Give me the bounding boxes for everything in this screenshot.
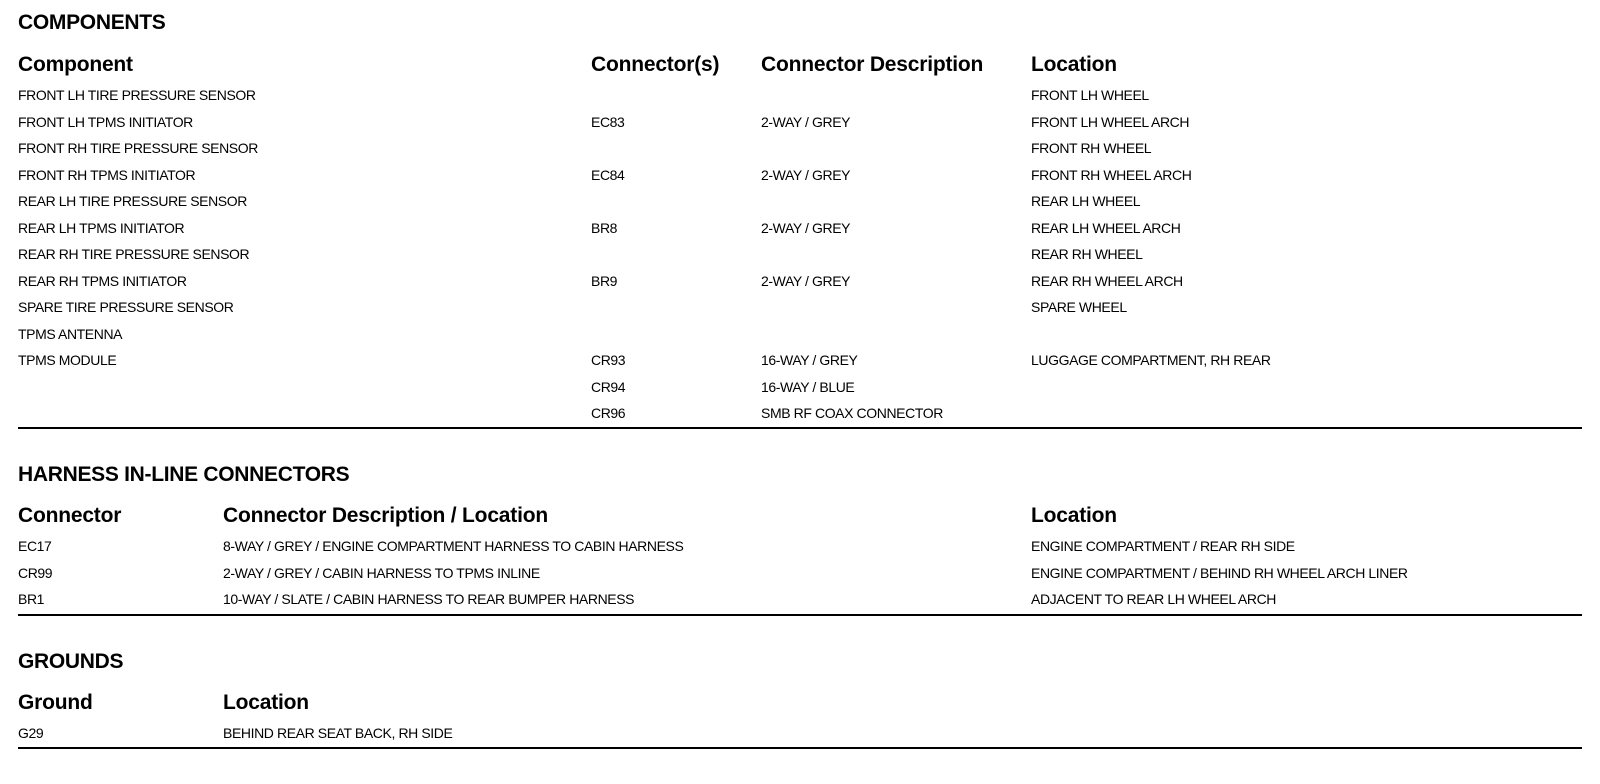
table-row <box>18 560 1582 587</box>
harness-title: HARNESS IN-LINE CONNECTORS <box>18 463 350 486</box>
table-row <box>18 162 1582 189</box>
description-cell: SMB RF COAX CONNECTOR <box>761 405 943 421</box>
connector-cell: CR99 <box>18 564 53 581</box>
location-cell: REAR RH WHEEL <box>1031 246 1143 262</box>
location-cell: ENGINE COMPARTMENT / BEHIND RH WHEEL ARCH LINER <box>1031 564 1408 581</box>
location-cell: FRONT LH WHEEL <box>1031 87 1149 103</box>
harness-section <box>18 463 1582 613</box>
ground-cell: G29 <box>18 725 44 741</box>
table-row <box>18 82 1582 109</box>
location-column-header: Location <box>223 691 309 714</box>
table-row <box>18 241 1582 268</box>
component-cell: FRONT LH TIRE PRESSURE SENSOR <box>18 87 256 103</box>
grounds-header-row <box>18 688 1582 718</box>
description-cell: 2-WAY / GREY <box>761 113 851 130</box>
component-cell: TPMS MODULE <box>18 352 117 368</box>
component-column-header: Component <box>18 53 133 76</box>
location-cell: ENGINE COMPARTMENT / REAR RH SIDE <box>1031 538 1295 554</box>
table-row <box>18 586 1582 613</box>
component-cell: REAR LH TPMS INITIATOR <box>18 219 185 236</box>
grounds-title: GROUNDS <box>18 650 124 673</box>
location-cell: ADJACENT TO REAR LH WHEEL ARCH <box>1031 591 1276 607</box>
table-row <box>18 347 1582 374</box>
table-row <box>18 188 1582 215</box>
table-row <box>18 294 1582 321</box>
location-cell: FRONT RH WHEEL ARCH <box>1031 166 1192 183</box>
components-section <box>18 11 1582 427</box>
description-location-column-header: Connector Description / Location <box>223 504 548 527</box>
description-cell: 8-WAY / GREY / ENGINE COMPARTMENT HARNESS TO CABIN HARNESS <box>223 538 684 554</box>
location-cell: FRONT LH WHEEL ARCH <box>1031 113 1190 130</box>
description-cell: 2-WAY / GREY <box>761 272 851 289</box>
description-column-header: Connector Description <box>761 53 984 76</box>
component-cell: REAR LH TIRE PRESSURE SENSOR <box>18 193 247 209</box>
component-cell: FRONT RH TIRE PRESSURE SENSOR <box>18 140 258 156</box>
location-cell: LUGGAGE COMPARTMENT, RH REAR <box>1031 352 1271 368</box>
location-cell: REAR LH WHEEL ARCH <box>1031 219 1181 236</box>
components-table-body <box>18 82 1582 427</box>
component-cell: TPMS ANTENNA <box>18 325 123 342</box>
component-cell: REAR RH TPMS INITIATOR <box>18 272 187 289</box>
description-cell: 2-WAY / GREY <box>761 219 851 236</box>
description-cell: 2-WAY / GREY / CABIN HARNESS TO TPMS INLINE <box>223 564 540 581</box>
grounds-divider <box>18 747 1582 749</box>
location-cell: BEHIND REAR SEAT BACK, RH SIDE <box>223 725 453 741</box>
harness-header-row <box>18 501 1582 531</box>
table-row <box>18 400 1582 427</box>
connector-cell: CR94 <box>591 378 626 395</box>
table-row <box>18 720 1582 747</box>
table-row <box>18 215 1582 242</box>
grounds-section <box>18 650 1582 747</box>
connector-cell: EC83 <box>591 113 625 130</box>
description-cell: 16-WAY / GREY <box>761 352 858 368</box>
component-cell: FRONT RH TPMS INITIATOR <box>18 166 196 183</box>
table-row <box>18 374 1582 401</box>
connector-cell: EC84 <box>591 166 625 183</box>
harness-divider <box>18 614 1582 616</box>
table-row <box>18 321 1582 348</box>
connector-cell: CR96 <box>591 405 626 421</box>
table-row <box>18 109 1582 136</box>
ground-column-header: Ground <box>18 691 93 714</box>
location-cell: REAR RH WHEEL ARCH <box>1031 272 1183 289</box>
description-cell: 10-WAY / SLATE / CABIN HARNESS TO REAR BUMPER HARNESS <box>223 591 635 607</box>
connector-cell: BR1 <box>18 591 45 607</box>
harness-table-body <box>18 533 1582 613</box>
components-title: COMPONENTS <box>18 11 166 34</box>
location-column-header: Location <box>1031 504 1117 527</box>
component-cell: FRONT LH TPMS INITIATOR <box>18 113 193 130</box>
table-row <box>18 533 1582 560</box>
components-header-row <box>18 50 1582 80</box>
location-column-header: Location <box>1031 53 1117 76</box>
location-cell: FRONT RH WHEEL <box>1031 140 1152 156</box>
component-cell: REAR RH TIRE PRESSURE SENSOR <box>18 246 250 262</box>
grounds-table-body <box>18 720 1582 747</box>
location-cell: REAR LH WHEEL <box>1031 193 1141 209</box>
table-row <box>18 268 1582 295</box>
description-cell: 2-WAY / GREY <box>761 166 851 183</box>
connector-column-header: Connector <box>18 504 122 527</box>
component-cell: SPARE TIRE PRESSURE SENSOR <box>18 299 234 315</box>
description-cell: 16-WAY / BLUE <box>761 378 855 395</box>
components-divider <box>18 427 1582 429</box>
connectors-column-header: Connector(s) <box>591 53 720 76</box>
connector-cell: CR93 <box>591 352 626 368</box>
connector-cell: BR9 <box>591 272 618 289</box>
location-cell: SPARE WHEEL <box>1031 299 1127 315</box>
table-row <box>18 135 1582 162</box>
connector-cell: BR8 <box>591 219 618 236</box>
connector-cell: EC17 <box>18 538 52 554</box>
